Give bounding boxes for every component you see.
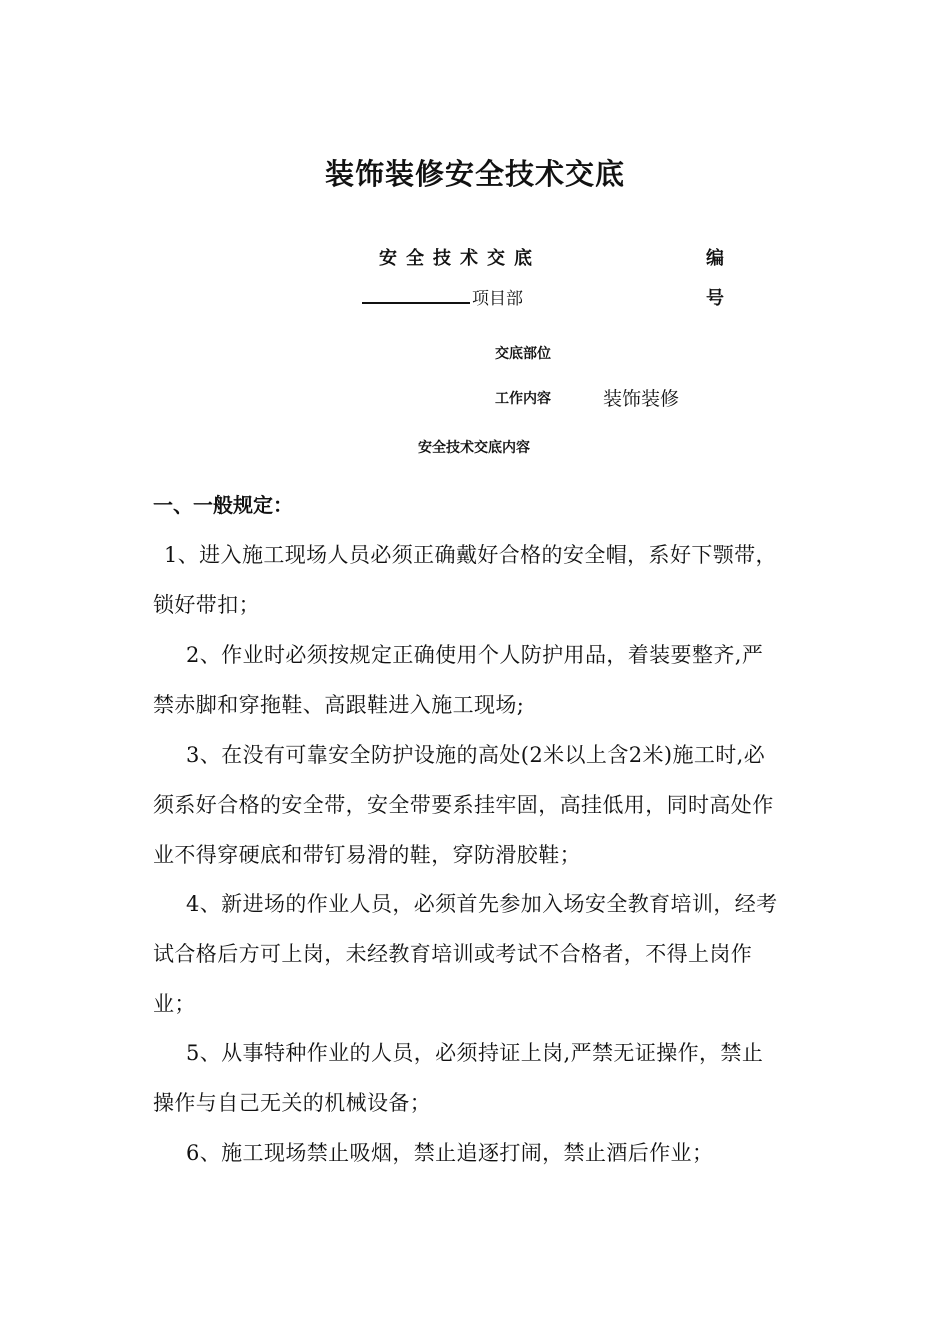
- body-line: 6、施工现场禁止吸烟，禁止追逐打闹，禁止酒后作业；: [186, 1141, 714, 1165]
- body-line: 1、进入施工现场人员必须正确戴好合格的安全帽，系好下颚带，: [164, 543, 777, 567]
- header-label: 安全技术交底: [379, 248, 541, 269]
- position-label: 交底部位: [495, 346, 551, 362]
- body-line: 操作与自己无关的机械设备；: [153, 1091, 432, 1115]
- body-line: 业；: [153, 992, 196, 1016]
- body-line: 业不得穿硬底和带钉易滑的鞋，穿防滑胶鞋；: [153, 843, 581, 867]
- content-heading: 安全技术交底内容: [418, 440, 530, 456]
- serial-number-label-char2: 号: [706, 288, 724, 309]
- body-line: 须系好合格的安全带，安全带要系挂牢固，高挂低用，同时高处作: [153, 793, 774, 817]
- body-line: 试合格后方可上岗，未经教育培训或考试不合格者，不得上岗作: [153, 942, 753, 966]
- body-line: 5、从事特种作业的人员，必须持证上岗,严禁无证操作，禁止: [186, 1041, 764, 1065]
- document-title: 装饰装修安全技术交底: [324, 157, 625, 191]
- section-title: 一、一般规定：: [153, 493, 293, 517]
- project-dept-label: 项目部: [472, 289, 523, 309]
- body-line: 3、在没有可靠安全防护设施的高处(2米以上含2米)施工时,必: [186, 743, 766, 767]
- work-content-value: 装饰装修: [603, 388, 680, 410]
- project-name-blank: [362, 302, 470, 304]
- serial-number-label-char1: 编: [706, 248, 724, 269]
- body-line: 2、作业时必须按规定正确使用个人防护用品，着装要整齐,严: [186, 643, 764, 667]
- body-line: 禁赤脚和穿拖鞋、高跟鞋进入施工现场;: [153, 693, 525, 717]
- work-content-label: 工作内容: [495, 391, 551, 407]
- body-line: 4、新进场的作业人员，必须首先参加入场安全教育培训，经考: [186, 892, 778, 916]
- body-line: 锁好带扣；: [153, 593, 260, 617]
